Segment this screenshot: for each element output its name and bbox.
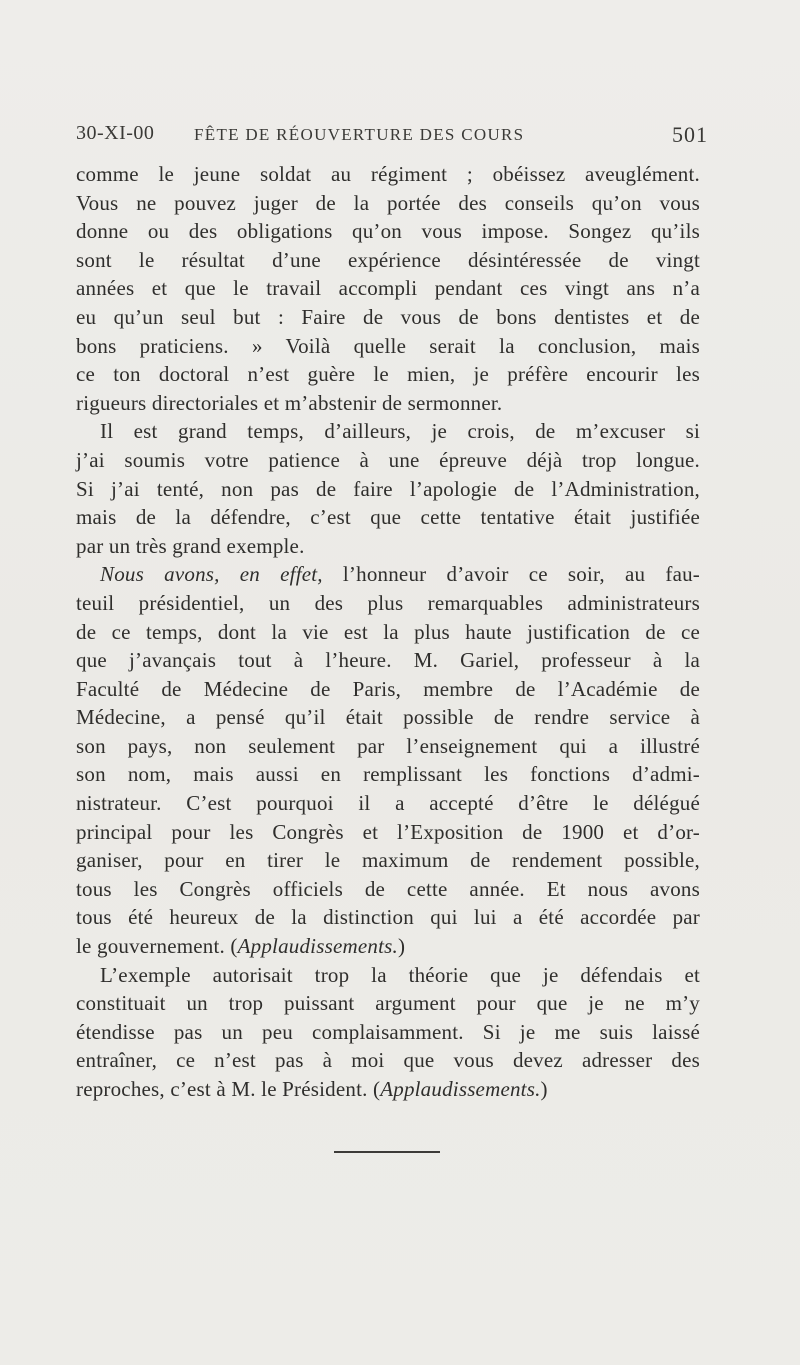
text-line: bons praticiens. » Voilà quelle serait la conclusion, mais: [76, 333, 700, 358]
text-line: teuil présidentiel, un des plus remarquables administrateurs: [76, 590, 700, 615]
text-line: principal pour les Congrès et l’Exposition de 1900 et d’or-: [76, 819, 700, 844]
text-line: étendisse pas un peu complaisamment. Si je me suis laissé: [76, 1019, 700, 1044]
text-line: j’ai soumis votre patience à une épreuve déjà trop longue.: [76, 447, 700, 472]
text-line: [76, 1075, 700, 1104]
applause-italic: Applaudissements.: [380, 1077, 541, 1101]
header-title: FÊTE DE RÉOUVERTURE DES COURS: [194, 125, 525, 144]
text-line: Il est grand temps, d’ailleurs, je crois, de m’excuser si: [100, 419, 700, 444]
text-line: ganiser, pour en tirer le maximum de rendement possible,: [76, 848, 700, 873]
text-line: comme le jeune soldat au régiment ; obéissez aveuglément.: [76, 162, 700, 186]
text-line: tous les Congrès officiels de cette année. Et nous avons: [76, 876, 700, 901]
text-line: Faculté de Médecine de Paris, membre de l’Académie de: [76, 676, 700, 701]
italic-phrase: Nous avons, en effet,: [100, 562, 323, 587]
text-line: Si j’ai tenté, non pas de faire l’apologie de l’Administration,: [76, 476, 700, 501]
text-line: [76, 560, 700, 589]
text-line: que j’avançais tout à l’heure. M. Gariel, professeur à la: [76, 648, 700, 673]
text-line: son pays, non seulement par l’enseignement qui a illustré: [76, 733, 700, 758]
text-line: [76, 932, 700, 961]
text-line: constituait un trop puissant argument pour que je ne m’y: [76, 991, 700, 1016]
body-text: [76, 160, 700, 1104]
line-text: reproches, c’est à M. le Président. (: [76, 1077, 381, 1101]
text-line: L’exemple autorisait trop la théorie que je défendais et: [100, 962, 700, 987]
line-close: ): [540, 1077, 548, 1101]
text-line: nistrateur. C’est pourquoi il a accepté d’être le délégué: [76, 791, 700, 816]
line-rest: l’honneur d’avoir ce soir, au fau-: [322, 562, 700, 587]
text-line: années et que le travail accompli pendant ces vingt ans n’a: [76, 276, 700, 301]
text-line: eu qu’un seul but : Faire de vous de bons dentistes et de: [76, 304, 700, 329]
text-line: Médecine, a pensé qu’il était possible de rendre service à: [76, 705, 700, 730]
text-line: entraîner, ce n’est pas à moi que vous devez adresser des: [76, 1048, 700, 1073]
running-header: [76, 122, 708, 150]
applause-italic: Applaudissements.: [237, 934, 398, 959]
text-line: mais de la défendre, c’est que cette tentative était justifiée: [76, 505, 700, 530]
page-number: 501: [672, 122, 708, 147]
text-line: ce ton doctoral n’est guère le mien, je préfère encourir les: [76, 362, 700, 387]
text-line: par un très grand exemple.: [76, 533, 305, 558]
text-line: son nom, mais aussi en remplissant les fonctions d’admi-: [76, 762, 700, 787]
text-line: rigueurs directoriales et m’abstenir de sermonner.: [76, 390, 503, 415]
header-date: 30-XI-00: [76, 122, 155, 144]
section-end-rule: [334, 1151, 440, 1153]
text-line: tous été heureux de la distinction qui lui a été accordée par: [76, 905, 700, 930]
line-text: le gouvernement. (: [76, 934, 238, 959]
text-line: de ce temps, dont la vie est la plus haute justification de ce: [76, 619, 700, 644]
text-line: Vous ne pouvez juger de la portée des conseils qu’on vous: [76, 190, 700, 215]
text-line: donne ou des obligations qu’on vous impose. Songez qu’ils: [76, 219, 700, 244]
text-line: sont le résultat d’une expérience désintéressée de vingt: [76, 247, 700, 272]
line-close: ): [397, 934, 406, 959]
